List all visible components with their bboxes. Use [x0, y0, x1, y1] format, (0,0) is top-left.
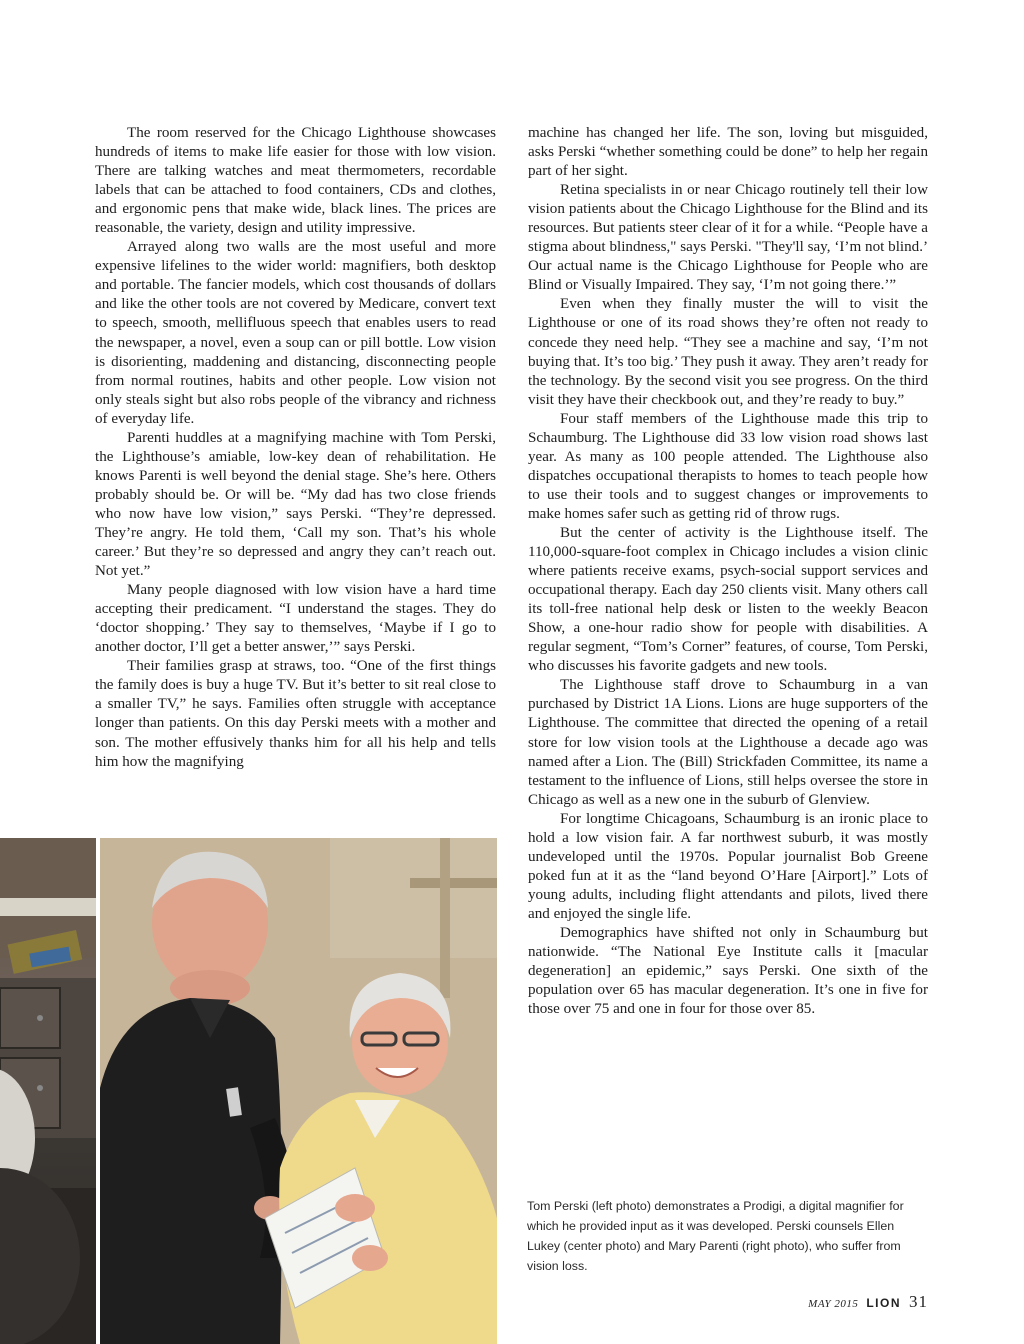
photo-left-crop: [0, 838, 96, 1344]
photo-caption: Tom Perski (left photo) demonstrates a Prodigi, a digital magnifier for which he provided input as it was developed. Perski counsels Ellen Lukey (center photo) and Mary Parenti (right photo), who suffer from vision loss.: [527, 1199, 904, 1273]
article-column-left: [95, 124, 496, 772]
issue-date: MAY 2015: [808, 1298, 859, 1310]
article-paragraph: Even when they finally muster the will to visit the Lighthouse or one of its road shows they’re often not ready to concede they need help. “They see a machine and say, ‘I’m not buying that. It’s too big.’ They push it away. They aren’t ready for the technology. By the second visit you see progress. On the third visit they have their checkbook out, and they’re ready to buy.”: [528, 296, 928, 408]
article-paragraph: Retina specialists in or near Chicago routinely tell their low vision patients about the Chicago Lighthouse for the Blind and its resources. But patients steer clear of it for a while. “People have a stigma about blindness," says Perski. "They'll say, ‘I’m not blind.’ Our actual name is the Chicago Lighthouse for People who are Blind or Visually Impaired. They say, ‘I’m not going there.’”: [528, 182, 928, 294]
article-paragraph: Arrayed along two walls are the most useful and more expensive lifelines to the wider world: magnifiers, both desktop and portable. The fancier models, which cost thousands of dollars and like the other tools are not covered by Medicare, convert text to speech, smooth, mellifluous speech that enables users to read the newspaper, a novel, even a soup can or pill bottle. Low vision is disorienting, maddening and distancing, disconnecting people from normal routines, habits and other people. Low vision not only steals sight but also robs people of the vibrancy and richness of everyday life.: [95, 239, 496, 427]
article-paragraph: Four staff members of the Lighthouse made this trip to Schaumburg. The Lighthouse did 33 low vision road shows last year. As many as 100 people attended. The Lighthouse also dispatches occupational therapists to homes to teach people how to use their tools and to suggest changes or improvements to make homes safer such as getting rid of throw rugs.: [528, 410, 928, 522]
page-footer: [808, 1292, 928, 1312]
article-paragraph-continued: machine has changed her life. The son, loving but misguided, asks Perski “whether something could be done” to help her regain part of her sight.: [528, 125, 928, 180]
article-paragraph: Demographics have shifted not only in Schaumburg but nationwide. “The National Eye Institute calls it [macular degeneration] an epidemic,” says Perski. One sixth of the population over 65 has macular degeneration. It’s one in five for those over 75 and one in four for those over 85.: [528, 924, 928, 1018]
article-column-right: [528, 124, 928, 1019]
page-number: 31: [909, 1292, 928, 1311]
article-paragraph: Many people diagnosed with low vision have a hard time accepting their predicament. “I understand the stages. They do ‘doctor shopping.’ They say to themselves, ‘Maybe if I go to another doctor, I’ll get a better answer,’” says Perski.: [95, 582, 496, 656]
article-paragraph: For longtime Chicagoans, Schaumburg is an ironic place to hold a low vision fair. A far northwest suburb, it was mostly undeveloped until the 1970s. Popular journalist Bob Greene poked fun at it as the “land beyond O’Hare [Airport].” Lots of young adults, including flight attendants and pilots, lived there and enjoyed the single life.: [528, 810, 928, 922]
article-paragraph: The room reserved for the Chicago Lighthouse showcases hundreds of items to make life easier for those with low vision. There are talking watches and meat thermometers, recordable labels that can be attached to food containers, CDs and clothes, and ergonomic pens that make wide, black lines. The prices are reasonable, the variety, design and utility impressive.: [95, 125, 496, 237]
photo-perski-lukey: [100, 838, 497, 1344]
article-paragraph: Parenti huddles at a magnifying machine with Tom Perski, the Lighthouse’s amiable, low-key dean of rehabilitation. He knows Parenti is well beyond the denial stage. She’s here. Others probably should be. Or will be. “My dad has two close friends who now have low vision,” says Perski. “They’re depressed. They’re angry. He told them, ‘Call my son. That’s his whole career.’ But they’re so depressed and angry they can’t reach out. Not yet.”: [95, 429, 496, 580]
article-paragraph: The Lighthouse staff drove to Schaumburg in a van purchased by District 1A Lions. Lions are huge supporters of the Lighthouse. The committee that directed the opening of a retail store for low vision tools at the Lighthouse a decade ago was named after a Lion. The (Bill) Strickfaden Committee, its name a testament to the influence of Lions, still helps oversee the store in Chicago as well as a new one in the suburb of Glenview.: [528, 677, 928, 808]
article-paragraph: But the center of activity is the Lighthouse itself. The 110,000-square-foot complex in Chicago includes a vision clinic where patients receive exams, psych-social support services and occupational therapy. Each day 250 clients visit. Many others call its toll-free national help desk or listen to the weekly Beacon Show, a one-hour radio show for people with disabilities. A regular segment, “Tom’s Corner” features, of course, Tom Perski, who discusses his favorite gadgets and new tools.: [528, 524, 928, 675]
photo-scene: [100, 838, 497, 1344]
article-paragraph: Their families grasp at straws, too. “One of the first things the family does is buy a huge TV. But it’s better to sit real close to a smaller TV,” he says. Families often struggle with acceptance longer than patients. On this day Perski meets with a mother and son. The mother effusively thanks him for all his help and tells him how the magnifying: [95, 658, 496, 770]
photo-left-scene: [0, 838, 96, 1344]
magazine-name: LION: [866, 1296, 901, 1310]
